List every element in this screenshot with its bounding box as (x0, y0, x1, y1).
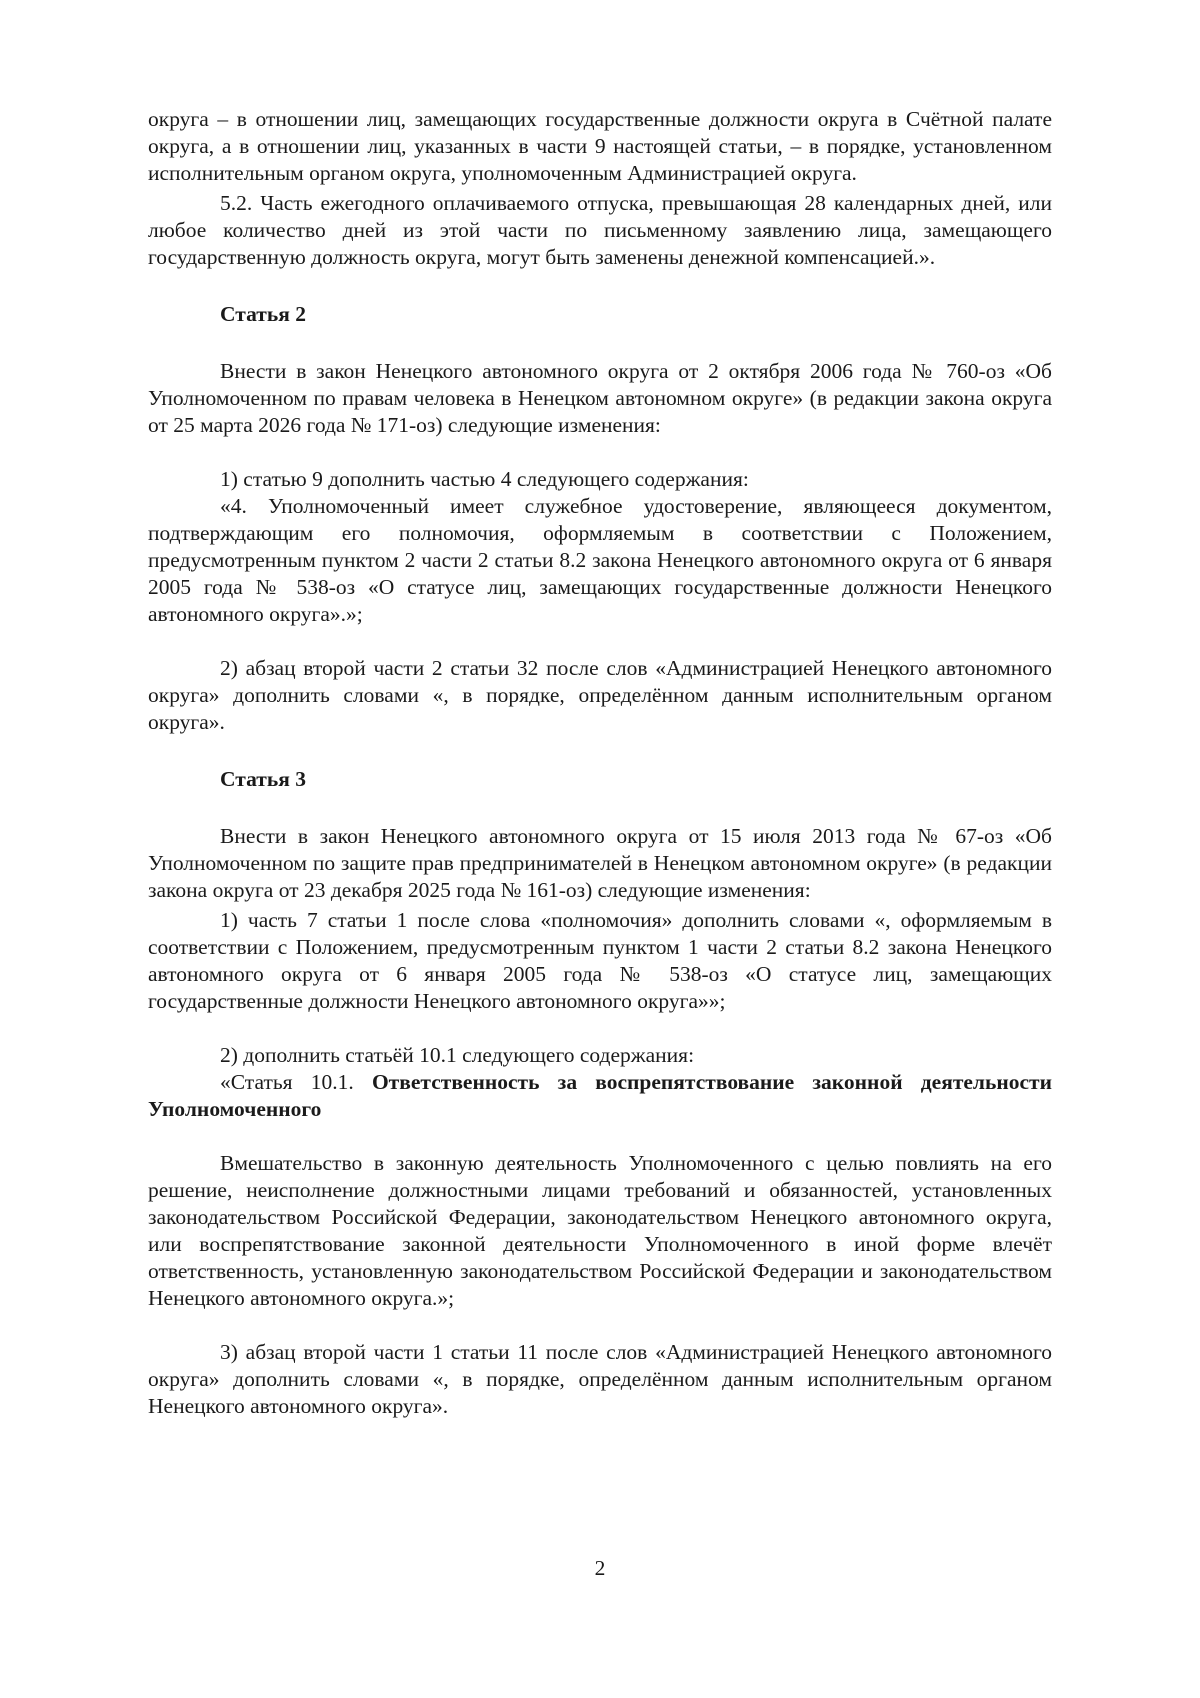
article-10-1-title (148, 1069, 1052, 1123)
article-10-1-body: Вмешательство в законную деятельность Уполномоченного с целью повлиять на его решение, неисполнение должностными лицами требований и обязанностей, установленных законодательством Российской Федерации, законодательством Ненецкого автономного округа, или воспрепятствование законной деятельности Уполномоченного в иной форме влечёт ответственность, установленную законодательством Российской Федерации и законодательством Ненецкого автономного округа.»; (148, 1151, 1052, 1310)
article-2-item-1: 1) статью 9 дополнить частью 4 следующего содержания: (220, 467, 749, 491)
page-number: 2 (594, 1556, 606, 1580)
article-3-item-1: 1) часть 7 статьи 1 после слова «полномочия» дополнить словами «, оформляемым в соответствии с Положением, предусмотренным пунктом 1 части 2 статьи 8.2 закона Ненецкого автономного округа от 6 января 2005 года № 538-оз «О статусе лиц, замещающих государственные должности Ненецкого автономного округа»»; (148, 908, 1052, 1013)
article-3-item-3: 3) абзац второй части 1 статьи 11 после слов «Администрацией Ненецкого автономного округа» дополнить словами «, в порядке, определённом данным исполнительным органом Ненецкого автономного округа». (148, 1340, 1052, 1418)
paragraph-continuation: округа – в отношении лиц, замещающих государственные должности округа в Счётной палате округа, а в отношении лиц, указанных в части 9 настоящей статьи, – в порядке, установленном исполнительным органом округа, уполномоченным Администрацией округа. (148, 107, 1052, 185)
article-3-intro: Внести в закон Ненецкого автономного округа от 15 июля 2013 года № 67-оз «Об Уполномоченном по защите прав предпринимателей в Ненецком автономном округе» (в редакции закона округа от 23 декабря 2025 года № 161-оз) следующие изменения: (148, 824, 1052, 902)
article-3-heading: Статья 3 (220, 767, 306, 791)
article-10-1-bold-title: Ответственность за воспрепятствование законной деятельности Уполномоченного (148, 1070, 1052, 1121)
article-3-item-2: 2) дополнить статьёй 10.1 следующего содержания: (220, 1043, 695, 1067)
article-2-item-2: 2) абзац второй части 2 статьи 32 после слов «Администрацией Ненецкого автономного округа» дополнить словами «, в порядке, определённом данным исполнительным органом округа». (148, 656, 1052, 734)
article-2-intro: Внести в закон Ненецкого автономного округа от 2 октября 2006 года № 760-оз «Об Уполномоченном по правам человека в Ненецком автономном округе» (в редакции закона округа от 25 марта 2026 года № 171-оз) следующие изменения: (148, 359, 1052, 437)
paragraph-5-2: 5.2. Часть ежегодного оплачиваемого отпуска, превышающая 28 календарных дней, или любое количество дней из этой части по письменному заявлению лица, замещающего государственную должность округа, могут быть заменены денежной компенсацией.». (148, 191, 1052, 269)
article-2-item-1-quote: «4. Уполномоченный имеет служебное удостоверение, являющееся документом, подтверждающим его полномочия, оформляемым в соответствии с Положением, предусмотренным пунктом 2 части 2 статьи 8.2 закона Ненецкого автономного округа от 6 января 2005 года № 538-оз «О статусе лиц, замещающих государственные должности Ненецкого автономного округа».»; (148, 494, 1052, 626)
article-10-1-prefix: «Статья 10.1. (220, 1070, 372, 1094)
article-2-heading: Статья 2 (220, 302, 306, 326)
